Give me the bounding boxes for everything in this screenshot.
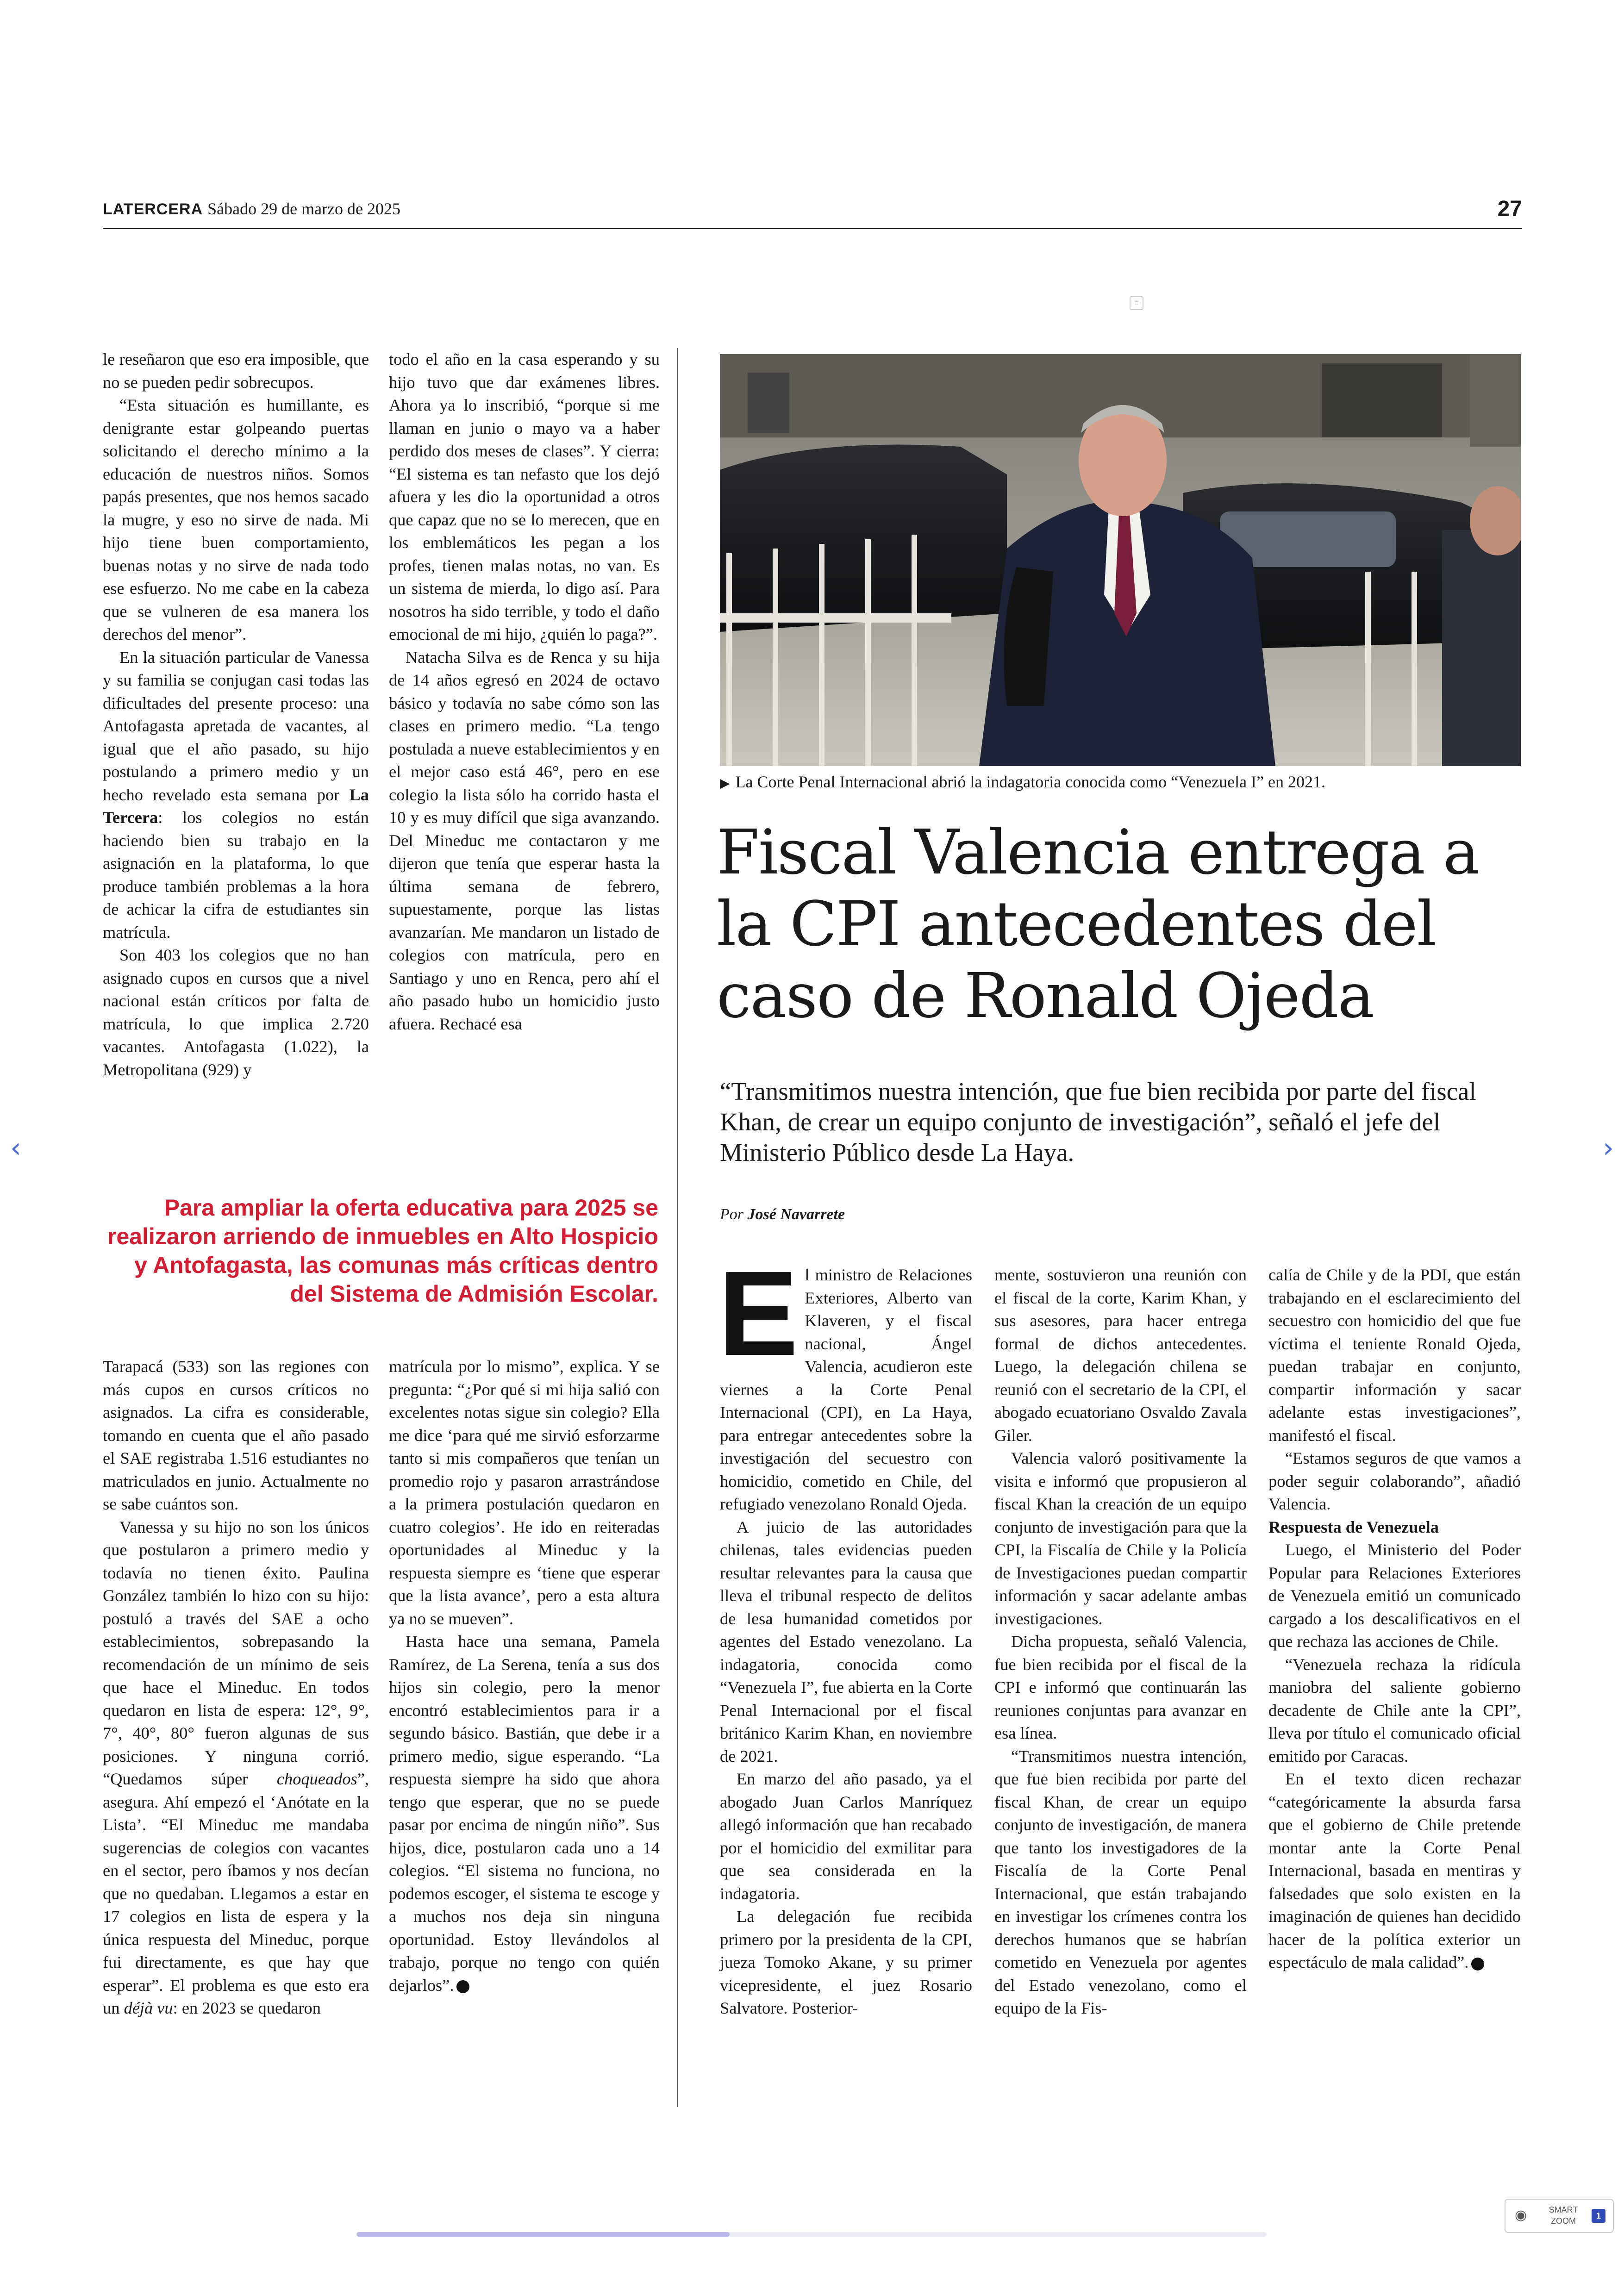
- paragraph: La delegación fue recibida primero por la presidenta de la CPI, jueza Tomoko Akane, y su primer vicepresidente, el juez Rosario Salvatore. Posterior-: [720, 1907, 972, 2017]
- paragraph: “Esta situación es humillante, es denigrante estar golpeando puertas solicitando el derecho mínimo a la educación de nuestros niños. Somos papás presentes, que nos hemos sacado la mugre, y eso no sirve de nada. Mi hijo tiene buen comportamiento, buenas notas y no sirve de nada todo ese esfuerzo. No me cabe en la cabeza que se vulneren de esa manera los derechos del menor”.: [103, 396, 369, 643]
- author-name: José Navarrete: [747, 1206, 845, 1223]
- paragraph: Son 403 los colegios que no han asignado cupos en cursos que a nivel nacional están críticos por falta de matrícula, lo que implica 2.720 vacantes. Antofagasta (1.022), la Metropolitana (929) y: [103, 946, 369, 1079]
- zoom-badge: 1: [1592, 2209, 1605, 2223]
- article-column-g: [1268, 1264, 1521, 1974]
- paragraph: mente, sostuvieron una reunión con el fiscal de la corte, Karim Khan, y sus asesores, para hacer entrega formal de dichos antecedentes. Luego, la delegación chilena se reunió con el secretario de la CPI, el abogado ecuatoriano Osvaldo Zavala Giler.: [994, 1266, 1247, 1445]
- article-title: Fiscal Valencia entrega a la CPI antecedentes del caso de Ronald Ojeda: [717, 817, 1479, 1032]
- next-page-chevron-icon[interactable]: ›: [1603, 1132, 1614, 1164]
- drop-cap: E: [718, 1247, 799, 1381]
- paragraph: El ministro de Relaciones Exteriores, Alberto van Klaveren, y el fiscal nacional, Ángel Valencia, acudieron este viernes a la Corte Penal Internacional (CPI), en La Haya, para entregar antecedentes sobre la investigación del secuestro con homicidio, cometido en Chile, del refugiado venezolano Ronald Ojeda.: [718, 1247, 972, 1513]
- smart-zoom-label: SMART ZOOM: [1549, 2205, 1578, 2226]
- paragraph: En la situación particular de Vanessa y su familia se conjugan casi todas las dificultades del presente proceso: una Antofagasta apretada de vacantes, al igual que el año pasado, su hijo postulando a primero medio y un hecho revelado esta semana por La Tercera: los colegios no están haciendo bien su trabajo en la asignación en la plataforma, lo que produce también problemas a la hora de achicar la cifra de estudiantes sin matrícula.: [103, 648, 369, 942]
- paragraph: Vanessa y su hijo no son los únicos que postularon a primero medio y todavía no tienen éxito. Paulina González también lo hizo con su hijo: postuló a través del SAE a ocho establecimientos, sobrepasando la recomendación de un mínimo de seis que hace el Mineduc. En todos quedaron en lista de espera: 12°, 9°, 7°, 40°, 80° fueron algunas de sus posiciones. Y ninguna corrió. “Quedamos súper choqueados”, asegura. Ahí empezó el ‘Anótate en la Lista’. “El Mineduc me mandaba sugerencias de colegios con vacantes en el sector, pero íbamos y nos decían que no quedaban. Llegamos a estar en 17 colegios en lista de espera y la única respuesta del Mineduc, porque fui directamente, es que hay que esperar”. El problema es que esto era un déjà vu: en 2023 se quedaron: [103, 1517, 369, 2017]
- article-column-b: [389, 348, 660, 1035]
- article-column-c: [103, 1355, 369, 2020]
- pull-quote: Para ampliar la oferta educativa para 2025 se realizaron arriendo de inmuebles en Alto Hospicio y Antofagasta, las comunas más críticas dentro del Sistema de Admisión Escolar.: [107, 1195, 658, 1307]
- column-divider: [677, 348, 678, 2107]
- header-rule: [103, 228, 1522, 229]
- eye-icon: ◉: [1515, 2208, 1527, 2223]
- paragraph: Dicha propuesta, señaló Valencia, fue bien recibida por el fiscal de la CPI e informó que continuarán las reuniones conjuntas para avanzar en esa línea.: [994, 1632, 1247, 1742]
- article-column-e: [718, 1247, 972, 2020]
- paragraph: En el texto dicen rechazar “categóricamente la absurda farsa que el gobierno de Chile pretende montar ante la Corte Penal Internacional, basada en mentiras y falsedades que solo existen en la imaginación de quienes han decidido hacer de la política exterior un espectáculo de mala calidad”.: [1268, 1770, 1521, 1971]
- article-column-d: [389, 1355, 660, 1997]
- prev-page-chevron-icon[interactable]: ‹: [10, 1132, 21, 1164]
- paragraph: Valencia valoró positivamente la visita e informó que propusieron al fiscal Khan la creación de un equipo conjunto de investigación para que la CPI, la Fiscalía de Chile y la Policía de Investigaciones puedan compartir información y sacar adelante ambas investigaciones.: [994, 1449, 1247, 1628]
- byline: Por José Navarrete: [720, 1206, 845, 1223]
- end-mark-icon: [456, 1980, 469, 1993]
- paragraph: calía de Chile y de la PDI, que están trabajando en el esclarecimiento del secuestro con homicidio del que fue víctima el teniente Ronald Ojeda, puedan trabajar en conjunto, compartir información y sacar adelante estas investigaciones”, manifestó el fiscal.: [1268, 1266, 1521, 1445]
- smart-zoom-button[interactable]: [1505, 2199, 1614, 2233]
- photo-caption: ▶ La Corte Penal Internacional abrió la indagatoria conocida como “Venezuela I” en 2021.: [720, 773, 1325, 791]
- newspaper-brand: LATERCERA: [103, 200, 203, 218]
- article-column-f: [994, 1264, 1247, 2020]
- paragraph: “Venezuela rechaza la ridícula maniobra del saliente gobierno decadente de Chile ante la CPI”, lleva por título el comunicado oficial emitido por Caracas.: [1268, 1655, 1521, 1765]
- article-photo: [720, 354, 1521, 766]
- paragraph: Natacha Silva es de Renca y su hija de 14 años egresó en 2024 de octavo básico y todavía no sabe cómo son las clases en primero medio. “La tengo postulada a nueve establecimientos y en el mejor caso está 46°, pero en ese colegio la lista sólo ha corrido hasta el 10 y es muy difícil que siga avanzando. Del Mineduc me contactaron y me dijeron que tenía que esperar hasta la última semana de febrero, supuestamente, porque las listas avanzarían. Me mandaron un listado de colegios con matrícula, pero en Santiago y uno en Renca, pero ahí el año pasado hubo un homicidio justo afuera. Rechacé esa: [389, 648, 660, 1033]
- article-subtitle: “Transmitimos nuestra intención, que fue bien recibida por parte del fiscal Khan, de crear un equipo conjunto de investigación”, señaló el jefe del Ministerio Público desde La Haya.: [720, 1077, 1476, 1166]
- paragraph: Hasta hace una semana, Pamela Ramírez, de La Serena, tenía a sus dos hijos sin colegio, pero la menor encontró establecimientos para ir a segundo básico. Bastián, que debe ir a primero medio, sigue esperando. “La respuesta siempre ha sido que ahora tengo que esperar, que no se puede pasar por encima de ningún niño”. Sus hijos, dice, postularon cada uno a 14 colegios. “El sistema no funciona, no podemos escoger, el sistema te escoge y a muchos nos deja sin ninguna oportunidad. Estoy llevándolos al trabajo, porque no tengo con quién dejarlos”.: [389, 1632, 660, 1995]
- paragraph: le reseñaron que eso era imposible, que no se pueden pedir sobrecupos.: [103, 350, 369, 392]
- article-column-a: [103, 348, 369, 1081]
- bookmark-icon[interactable]: ≡: [1130, 296, 1143, 310]
- page-header: [103, 199, 1522, 231]
- paragraph: Tarapacá (533) son las regiones con más cupos en cursos críticos no asignados. La cifra es considerable, tomando en cuenta que el año pasado el SAE registraba 1.516 estudiantes no matriculados en junio. Actualmente no se sabe cuántos son.: [103, 1357, 369, 1513]
- page-scroll-thumb[interactable]: [356, 2232, 730, 2237]
- photo-fiscal-walking: [720, 354, 1521, 766]
- paragraph: A juicio de las autoridades chilenas, tales evidencias pueden resultar relevantes para la causa que lleva el tribunal respecto de delitos de lesa humanidad cometidos por agentes del Estado venezolano. La indagatoria, conocida como “Venezuela I”, fue abierta en la Corte Penal Internacional por el fiscal británico Karim Khan, en noviembre de 2021.: [720, 1517, 972, 1765]
- paragraph: “Estamos seguros de que vamos a poder seguir colaborando”, añadió Valencia.: [1268, 1449, 1521, 1513]
- caption-arrow-icon: ▶: [720, 775, 730, 791]
- paragraph: “Transmitimos nuestra intención, que fue bien recibida por parte del fiscal Khan, de crear un equipo conjunto de investigación, de manera que tanto los investigadores de la Fiscalía de la Corte Penal Internacional, que están trabajando en investigar los crímenes contra los derechos humanos que se habrían cometido en Venezuela por agentes del Estado venezolano, como el equipo de la Fis-: [994, 1746, 1247, 2017]
- end-mark-icon: [1471, 1958, 1484, 1971]
- issue-date: Sábado 29 de marzo de 2025: [207, 200, 401, 218]
- page-number: 27: [1497, 197, 1522, 221]
- paragraph: matrícula por lo mismo”, explica. Y se pregunta: “¿Por qué si mi hija salió con excelentes notas sigue sin colegio? Ella me dice ‘para qué me sirvió esforzarme tanto si mis compañeros que tenían un promedio rojo y pasaron arrastrándose a la primera postulación quedaron en cuatro colegios’. He ido en reiteradas oportunidades al Mineduc y la respuesta siempre es ‘tiene que esperar que la lista avance’, pero a esta altura ya no se mueven”.: [389, 1357, 660, 1628]
- paragraph: En marzo del año pasado, ya el abogado Juan Carlos Manríquez allegó información que han recabado por el homicidio del exmilitar para que sea considerada en la indagatoria.: [720, 1770, 972, 1903]
- paragraph: Luego, el Ministerio del Poder Popular para Relaciones Exteriores de Venezuela emitió un comunicado cargado a los descalificativos en el que rechaza las acciones de Chile.: [1268, 1540, 1521, 1651]
- paragraph: todo el año en la casa esperando y su hijo tuvo que dar exámenes libres. Ahora ya lo inscribió, “porque si me llaman en junio o mayo va a haber perdido dos meses de clases”. Y cierra: “El sistema es tan nefasto que los dejó afuera y les dio la oportunidad a otros que capaz que no se lo merecen, que en los emblemáticos les pegan a los profes, tienen malas notas, no van. Es un sistema de mierda, lo digo así. Para nosotros ha sido terrible, y todo el daño emocional de mi hijo, ¿quién lo paga?”.: [389, 350, 660, 643]
- section-subhead: Respuesta de Venezuela: [1268, 1517, 1439, 1536]
